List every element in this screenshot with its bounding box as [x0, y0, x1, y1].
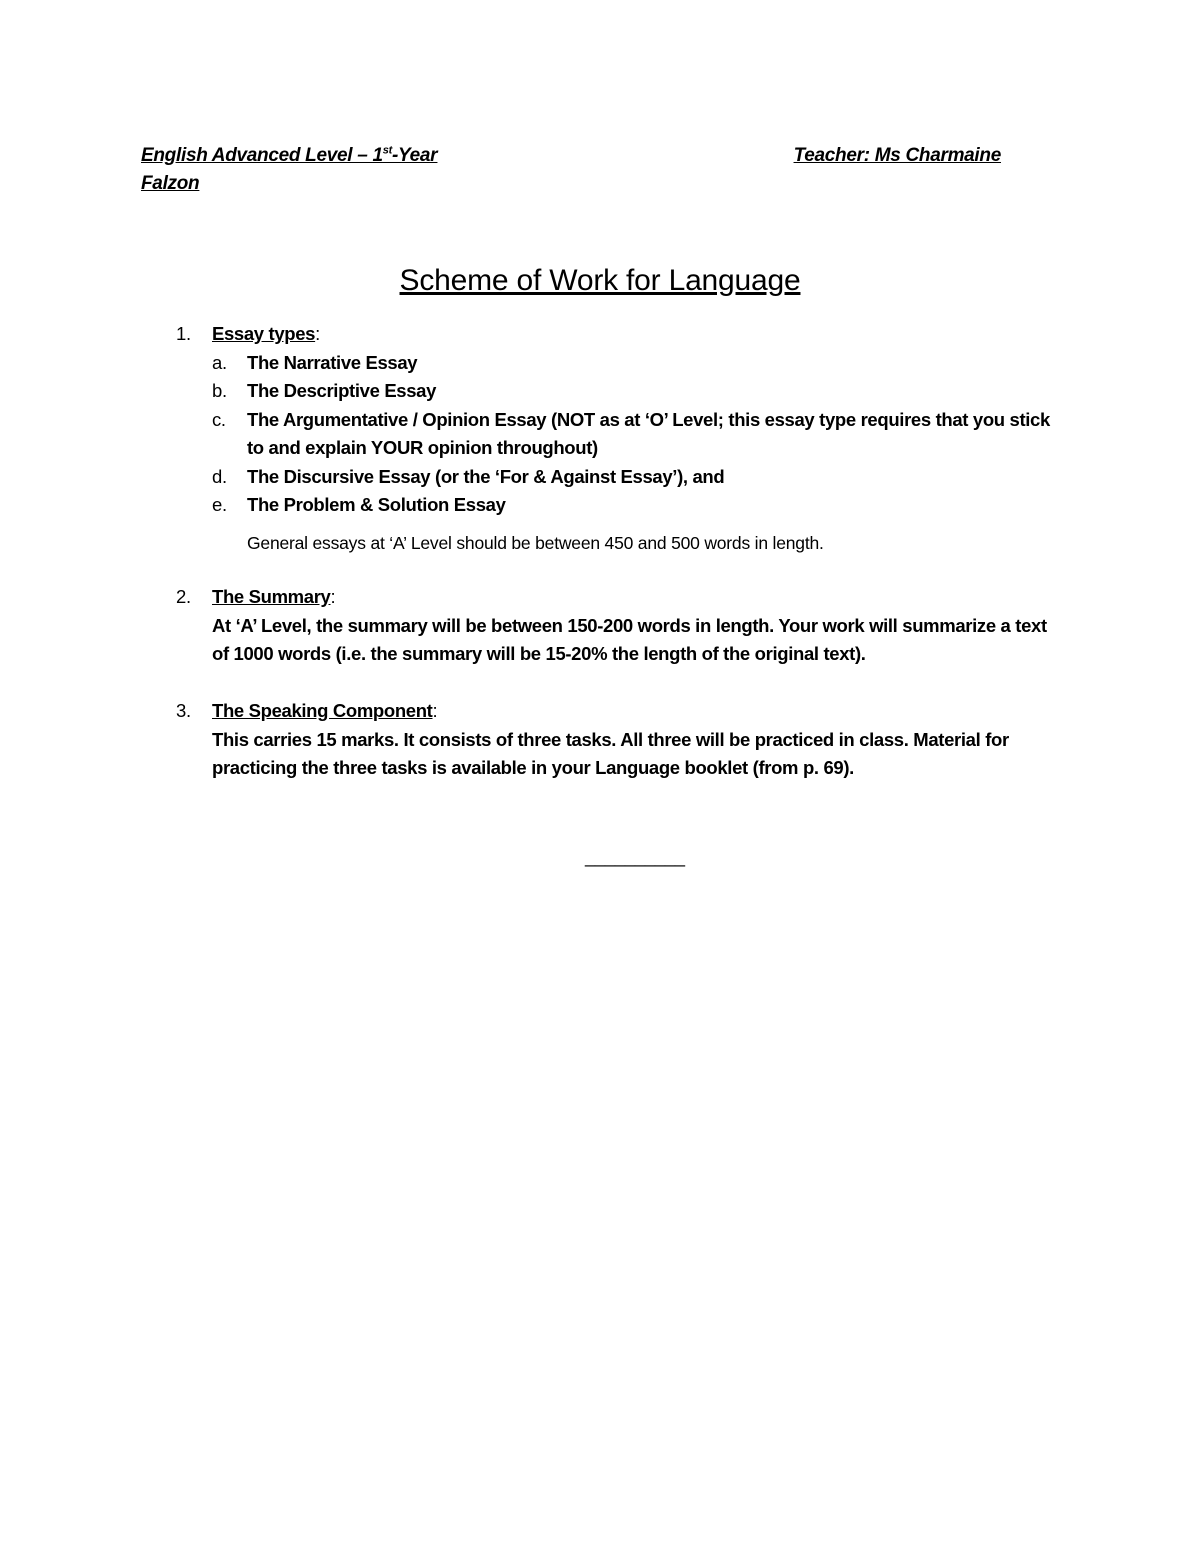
list-item: [212, 377, 1062, 406]
page-title: [0, 262, 1200, 300]
list-letter: a.: [212, 351, 227, 373]
section-paragraph: At ‘A’ Level, the summary will be between 150-200 words in length. Your work will summarize a text of 1000 words (i.e. the summary will be 15-20% the length of the original text).: [212, 614, 1047, 664]
course-superscript: st: [382, 144, 392, 157]
section-paragraph: This carries 15 marks. It consists of three tasks. All three will be practiced in class. Material for practicing the three tasks is available in your Language booklet (from p. 69).: [212, 728, 1009, 778]
heading-colon: :: [330, 586, 336, 607]
list-item: [212, 491, 1062, 520]
list-item-text: The Descriptive Essay: [247, 380, 437, 401]
list-item: [212, 349, 1062, 378]
section-body: [212, 320, 1062, 557]
list-letter: d.: [212, 465, 227, 487]
list-item: [212, 406, 1062, 463]
list-item-text: The Discursive Essay (or the ‘For & Against Essay’), and: [247, 465, 725, 487]
course-name: English Advanced Level – 1: [141, 145, 383, 166]
section-number: 2.: [176, 586, 191, 607]
section-heading: The Speaking Component: [212, 700, 433, 721]
section-heading: The Summary: [212, 586, 331, 607]
section-body: [212, 583, 1062, 669]
header-line: [141, 142, 1001, 170]
list-item-text: The Problem & Solution Essay: [247, 494, 506, 515]
teacher-label: Teacher: Ms Charmaine: [793, 145, 1001, 166]
list-item: [212, 463, 1062, 492]
section-heading-line: [212, 320, 1062, 349]
section-body: [212, 697, 1062, 783]
section-number: 1.: [176, 323, 191, 344]
list-item-text: The Argumentative / Opinion Essay (NOT as at ‘O’ Level; this essay type requires that you stick to and explain YOUR opinion throughout): [247, 408, 1050, 458]
heading-colon: :: [315, 323, 320, 344]
document-header: [141, 142, 1001, 198]
end-rule: __________: [584, 847, 686, 867]
list-letter: e.: [212, 494, 227, 515]
section-heading-line: [212, 697, 1062, 726]
heading-colon: :: [432, 700, 438, 721]
title-text: Scheme of Work for Language: [399, 264, 801, 297]
list-letter: b.: [212, 380, 227, 401]
section-heading: Essay types: [212, 323, 316, 344]
course-label: [141, 142, 437, 170]
list-letter: c.: [212, 408, 226, 430]
list-item-text: The Narrative Essay: [247, 351, 418, 373]
section-heading-line: [212, 583, 1062, 612]
teacher-surname: Falzon: [141, 173, 200, 194]
course-year: -Year: [391, 145, 438, 166]
section-number: 3.: [176, 700, 191, 721]
essay-length-note: General essays at ‘A’ Level should be between 450 and 500 words in length.: [247, 532, 824, 553]
